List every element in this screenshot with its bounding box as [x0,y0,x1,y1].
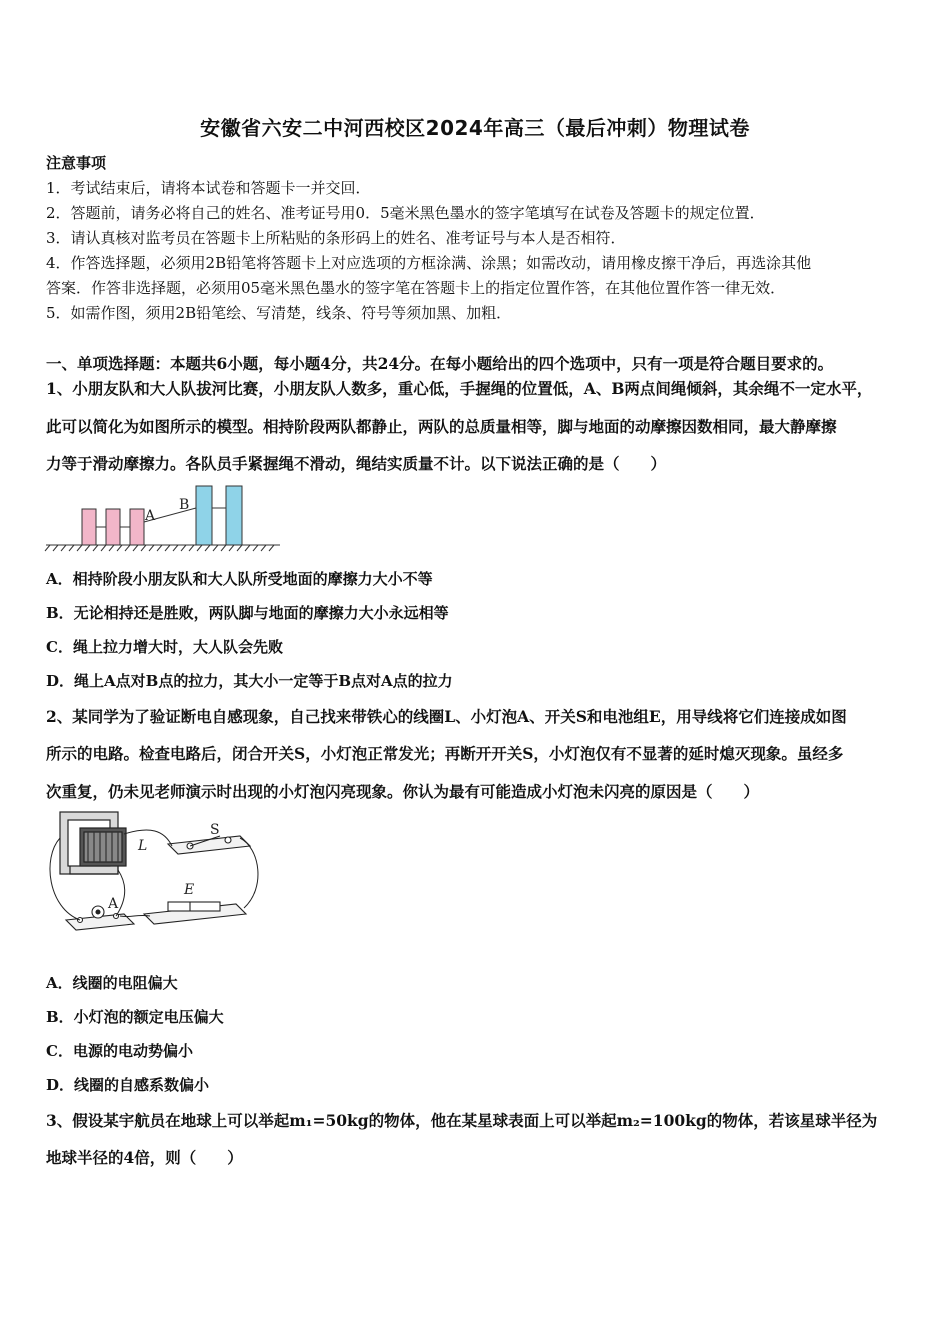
coil-with-iron-core [60,812,126,874]
tug-of-war-figure [44,482,284,554]
switch-label: S [210,822,220,838]
q2-option-c: C．电源的电动势偏小 [46,1042,193,1060]
kid-block [82,509,96,545]
circuit-figure [40,808,280,948]
q1-option-b: B．无论相持还是胜败，两队脚与地面的摩擦力大小永远相等 [46,604,449,622]
battery-board [144,902,246,924]
q3-text-line: 3、假设某宇航员在地球上可以举起m₁=50kg的物体，他在某星球表面上可以举起m₂=100kg的物体，若该星球半径为 [46,1111,878,1130]
lamp-label: A [108,896,119,912]
page-title: 安徽省六安二中河西校区2024年高三（最后冲刺）物理试卷 [200,116,750,140]
q1-text-line: 力等于滑动摩擦力。各队员手紧握绳不滑动，绳结实质量不计。以下说法正确的是（ ） [46,454,667,473]
note-item: 2．答题前，请务必将自己的姓名、准考证号用0．5毫米黑色墨水的签字笔填写在试卷及答题卡的规定位置． [46,204,765,222]
q1-option-c: C．绳上拉力增大时，大人队会先败 [46,638,283,656]
kids-team [82,509,144,545]
q2-option-b: B．小灯泡的额定电压偏大 [46,1008,224,1026]
q1-text-line: 此可以简化为如图所示的模型。相持阶段两队都静止，两队的总质量相等，脚与地面的动摩擦因数相同，最大静摩擦 [46,417,837,436]
notes-heading: 注意事项 [46,154,107,172]
adult-block [196,486,212,545]
point-a-label: A [145,508,156,524]
point-b-label: B [179,497,190,513]
battery-label: E [184,882,195,898]
q1-text-line: 1、小朋友队和大人队拔河比赛，小朋友队人数多，重心低，手握绳的位置低，A、B两点间绳倾斜，其余绳不一定水平， [46,379,873,398]
q2-text-line: 所示的电路。检查电路后，闭合开关S，小灯泡正常发光；再断开开关S，小灯泡仅有不显著的延时熄灭现象。虽经多 [46,744,844,763]
note-item: 4．作答选择题，必须用2B铅笔将答题卡上对应选项的方框涂满、涂黑；如需改动，请用橡皮擦干净后，再选涂其他 [46,254,812,272]
q2-text-line: 2、某同学为了验证断电自感现象，自己找来带铁心的线圈L、小灯泡A、开关S和电池组E，用导线将它们连接成如图 [46,707,847,726]
kid-block [106,509,120,545]
note-item: 3．请认真核对监考员在答题卡上所粘贴的条形码上的姓名、准考证号与本人是否相符． [46,229,626,247]
coil-label: L [138,838,148,854]
q2-option-d: D．线圈的自感系数偏小 [46,1076,210,1094]
q2-option-a: A．线圈的电阻偏大 [46,974,178,992]
note-item: 1．考试结束后，请将本试卷和答题卡一并交回． [46,179,371,197]
adults-team [196,486,242,545]
section-heading: 一、单项选择题：本题共6小题，每小题4分，共24分。在每小题给出的四个选项中，只有一项是符合题目要求的。 [46,354,834,373]
q1-option-d: D．绳上A点对B点的拉力，其大小一定等于B点对A点的拉力 [46,672,453,690]
q1-option-a: A．相持阶段小朋友队和大人队所受地面的摩擦力大小不等 [46,570,433,588]
ground-hatching [45,545,280,551]
note-item: 5．如需作图，须用2B铅笔绘、写清楚，线条、符号等须加黑、加粗． [46,304,512,322]
kid-block [130,509,144,545]
q2-text-line: 次重复，仍未见老师演示时出现的小灯泡闪亮现象。你认为最有可能造成小灯泡未闪亮的原因是（ ） [46,782,760,801]
q3-text-line: 地球半径的4倍，则（ ） [46,1148,243,1167]
switch-board [168,836,250,854]
adult-block [226,486,242,545]
note-item: 答案．作答非选择题，必须用05毫米黑色墨水的签字笔在答题卡上的指定位置作答，在其他位置作答一律无效． [46,279,786,297]
